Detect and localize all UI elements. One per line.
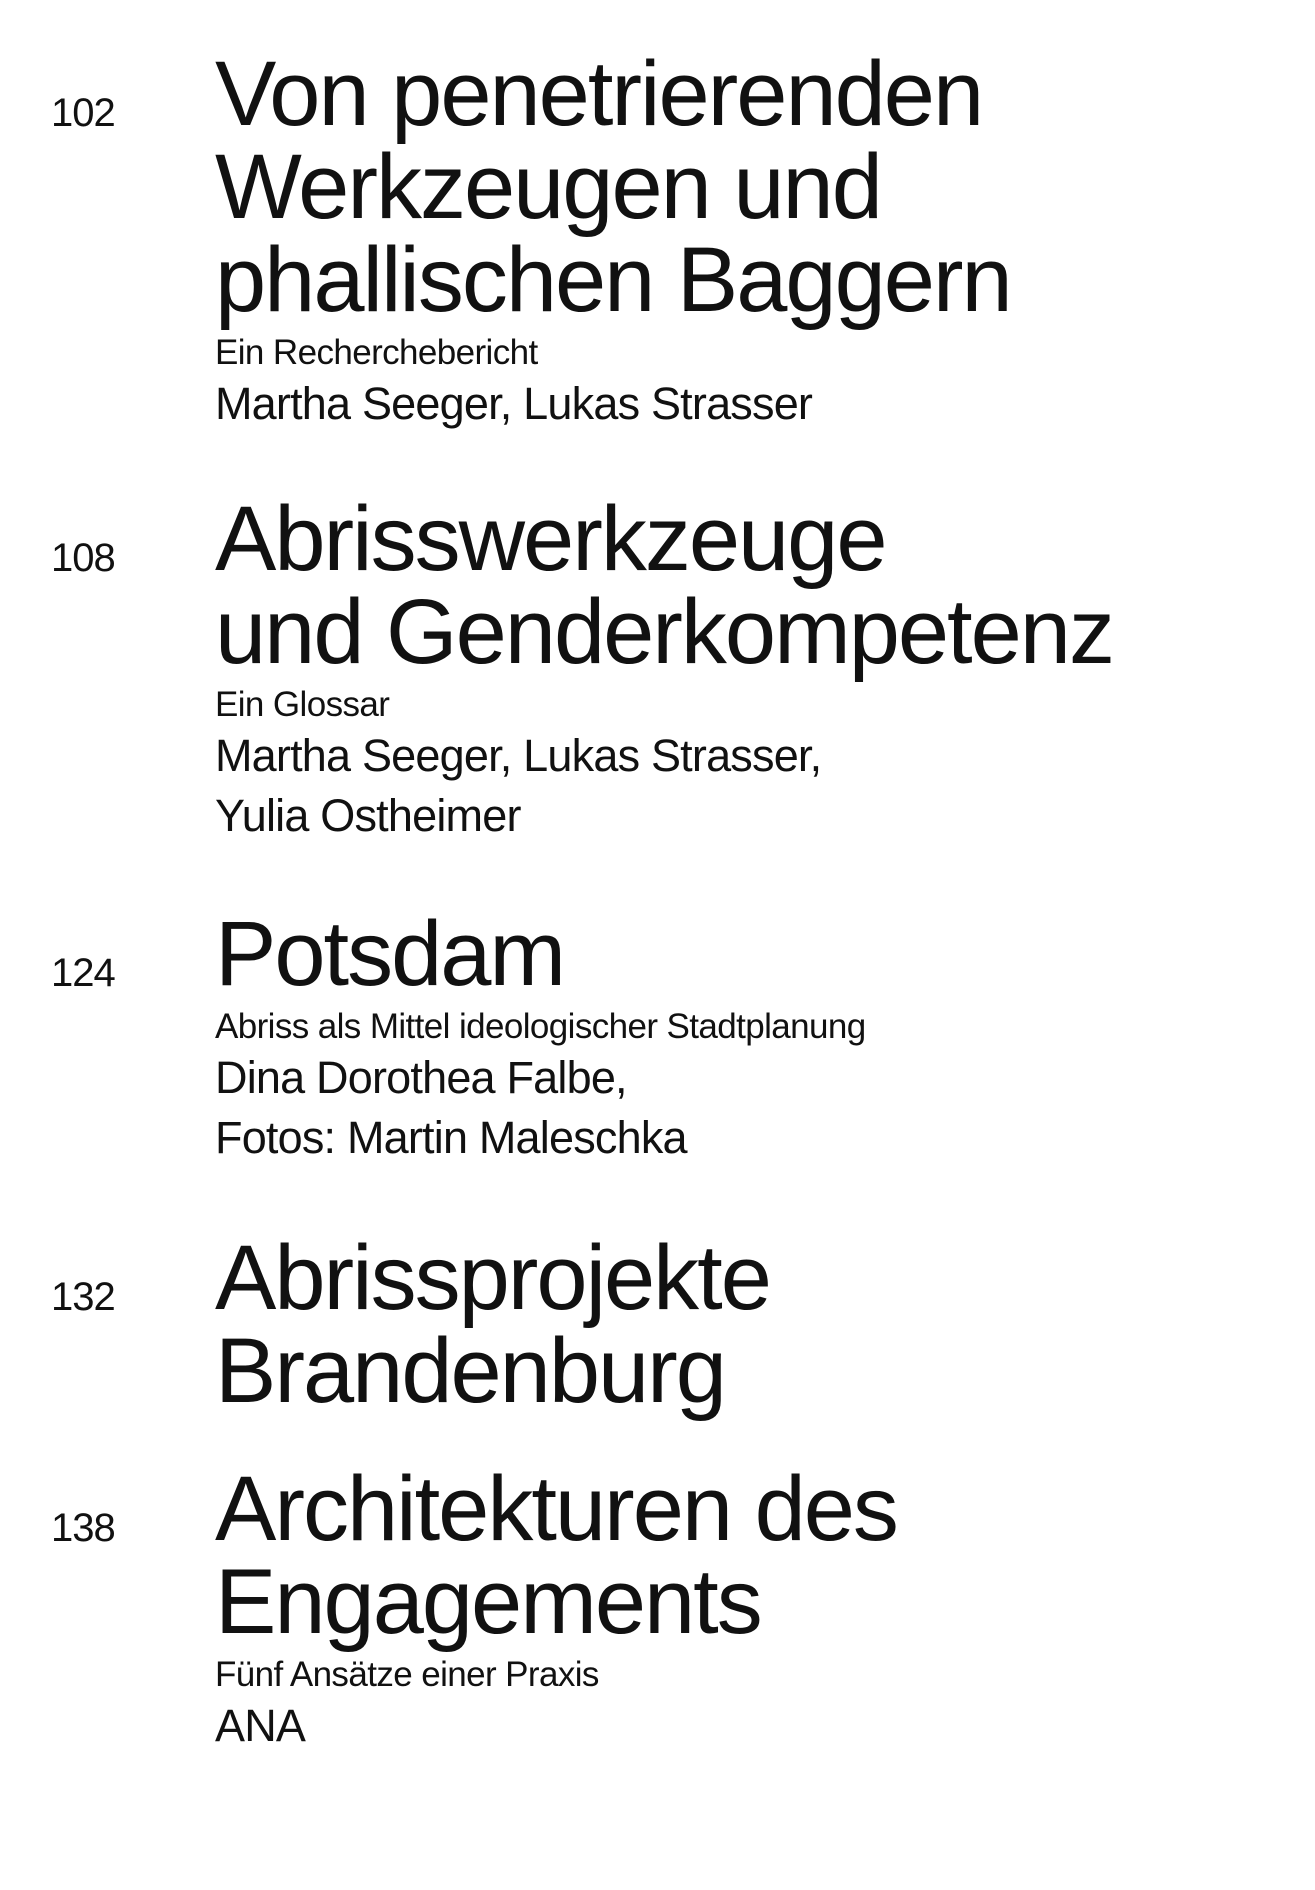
page-number: 132 bbox=[51, 1275, 115, 1319]
title-line: Potsdam bbox=[215, 903, 565, 1005]
entry-authors bbox=[215, 1048, 1295, 1168]
author-line: Dina Dorothea Falbe, bbox=[215, 1052, 627, 1103]
page-number: 108 bbox=[51, 536, 115, 580]
title-line: phallischen Baggern bbox=[215, 229, 1011, 331]
title-line: Brandenburg bbox=[215, 1320, 725, 1422]
entry-title bbox=[215, 1458, 1295, 1653]
entry-body bbox=[215, 1458, 1295, 1756]
entry-subtitle: Ein Recherchebericht bbox=[215, 333, 538, 372]
entry-authors bbox=[215, 374, 1295, 434]
author-line: Yulia Ostheimer bbox=[215, 790, 521, 841]
title-line: Werkzeugen und bbox=[215, 136, 881, 238]
entry-authors bbox=[215, 726, 1295, 846]
title-line: Architekturen des bbox=[215, 1458, 897, 1560]
author-line: Fotos: Martin Maleschka bbox=[215, 1112, 687, 1163]
entry-subtitle: Fünf Ansätze einer Praxis bbox=[215, 1655, 599, 1694]
title-line: und Genderkompetenz bbox=[215, 581, 1113, 683]
entry-subtitle: Ein Glossar bbox=[215, 685, 390, 724]
entry-body bbox=[215, 43, 1295, 434]
entry-body bbox=[215, 488, 1295, 846]
entry-authors bbox=[215, 1696, 1295, 1756]
page-number: 102 bbox=[51, 91, 115, 135]
entry-title bbox=[215, 488, 1295, 683]
title-line: Von penetrierenden bbox=[215, 43, 983, 145]
entry-title bbox=[215, 1227, 1295, 1422]
author-line: Martha Seeger, Lukas Strasser, bbox=[215, 730, 822, 781]
entry-body bbox=[215, 903, 1295, 1168]
entry-title bbox=[215, 903, 1295, 1005]
title-line: Engagements bbox=[215, 1551, 761, 1653]
title-line: Abrissprojekte bbox=[215, 1227, 770, 1329]
entry-body bbox=[215, 1227, 1295, 1422]
entry-title bbox=[215, 43, 1295, 331]
entry-subtitle: Abriss als Mittel ideologischer Stadtplanung bbox=[215, 1007, 866, 1046]
page-number: 138 bbox=[51, 1506, 115, 1550]
page-number: 124 bbox=[51, 951, 115, 995]
author-line: ANA bbox=[215, 1700, 306, 1751]
title-line: Abrisswerkzeuge bbox=[215, 488, 886, 590]
author-line: Martha Seeger, Lukas Strasser bbox=[215, 378, 813, 429]
